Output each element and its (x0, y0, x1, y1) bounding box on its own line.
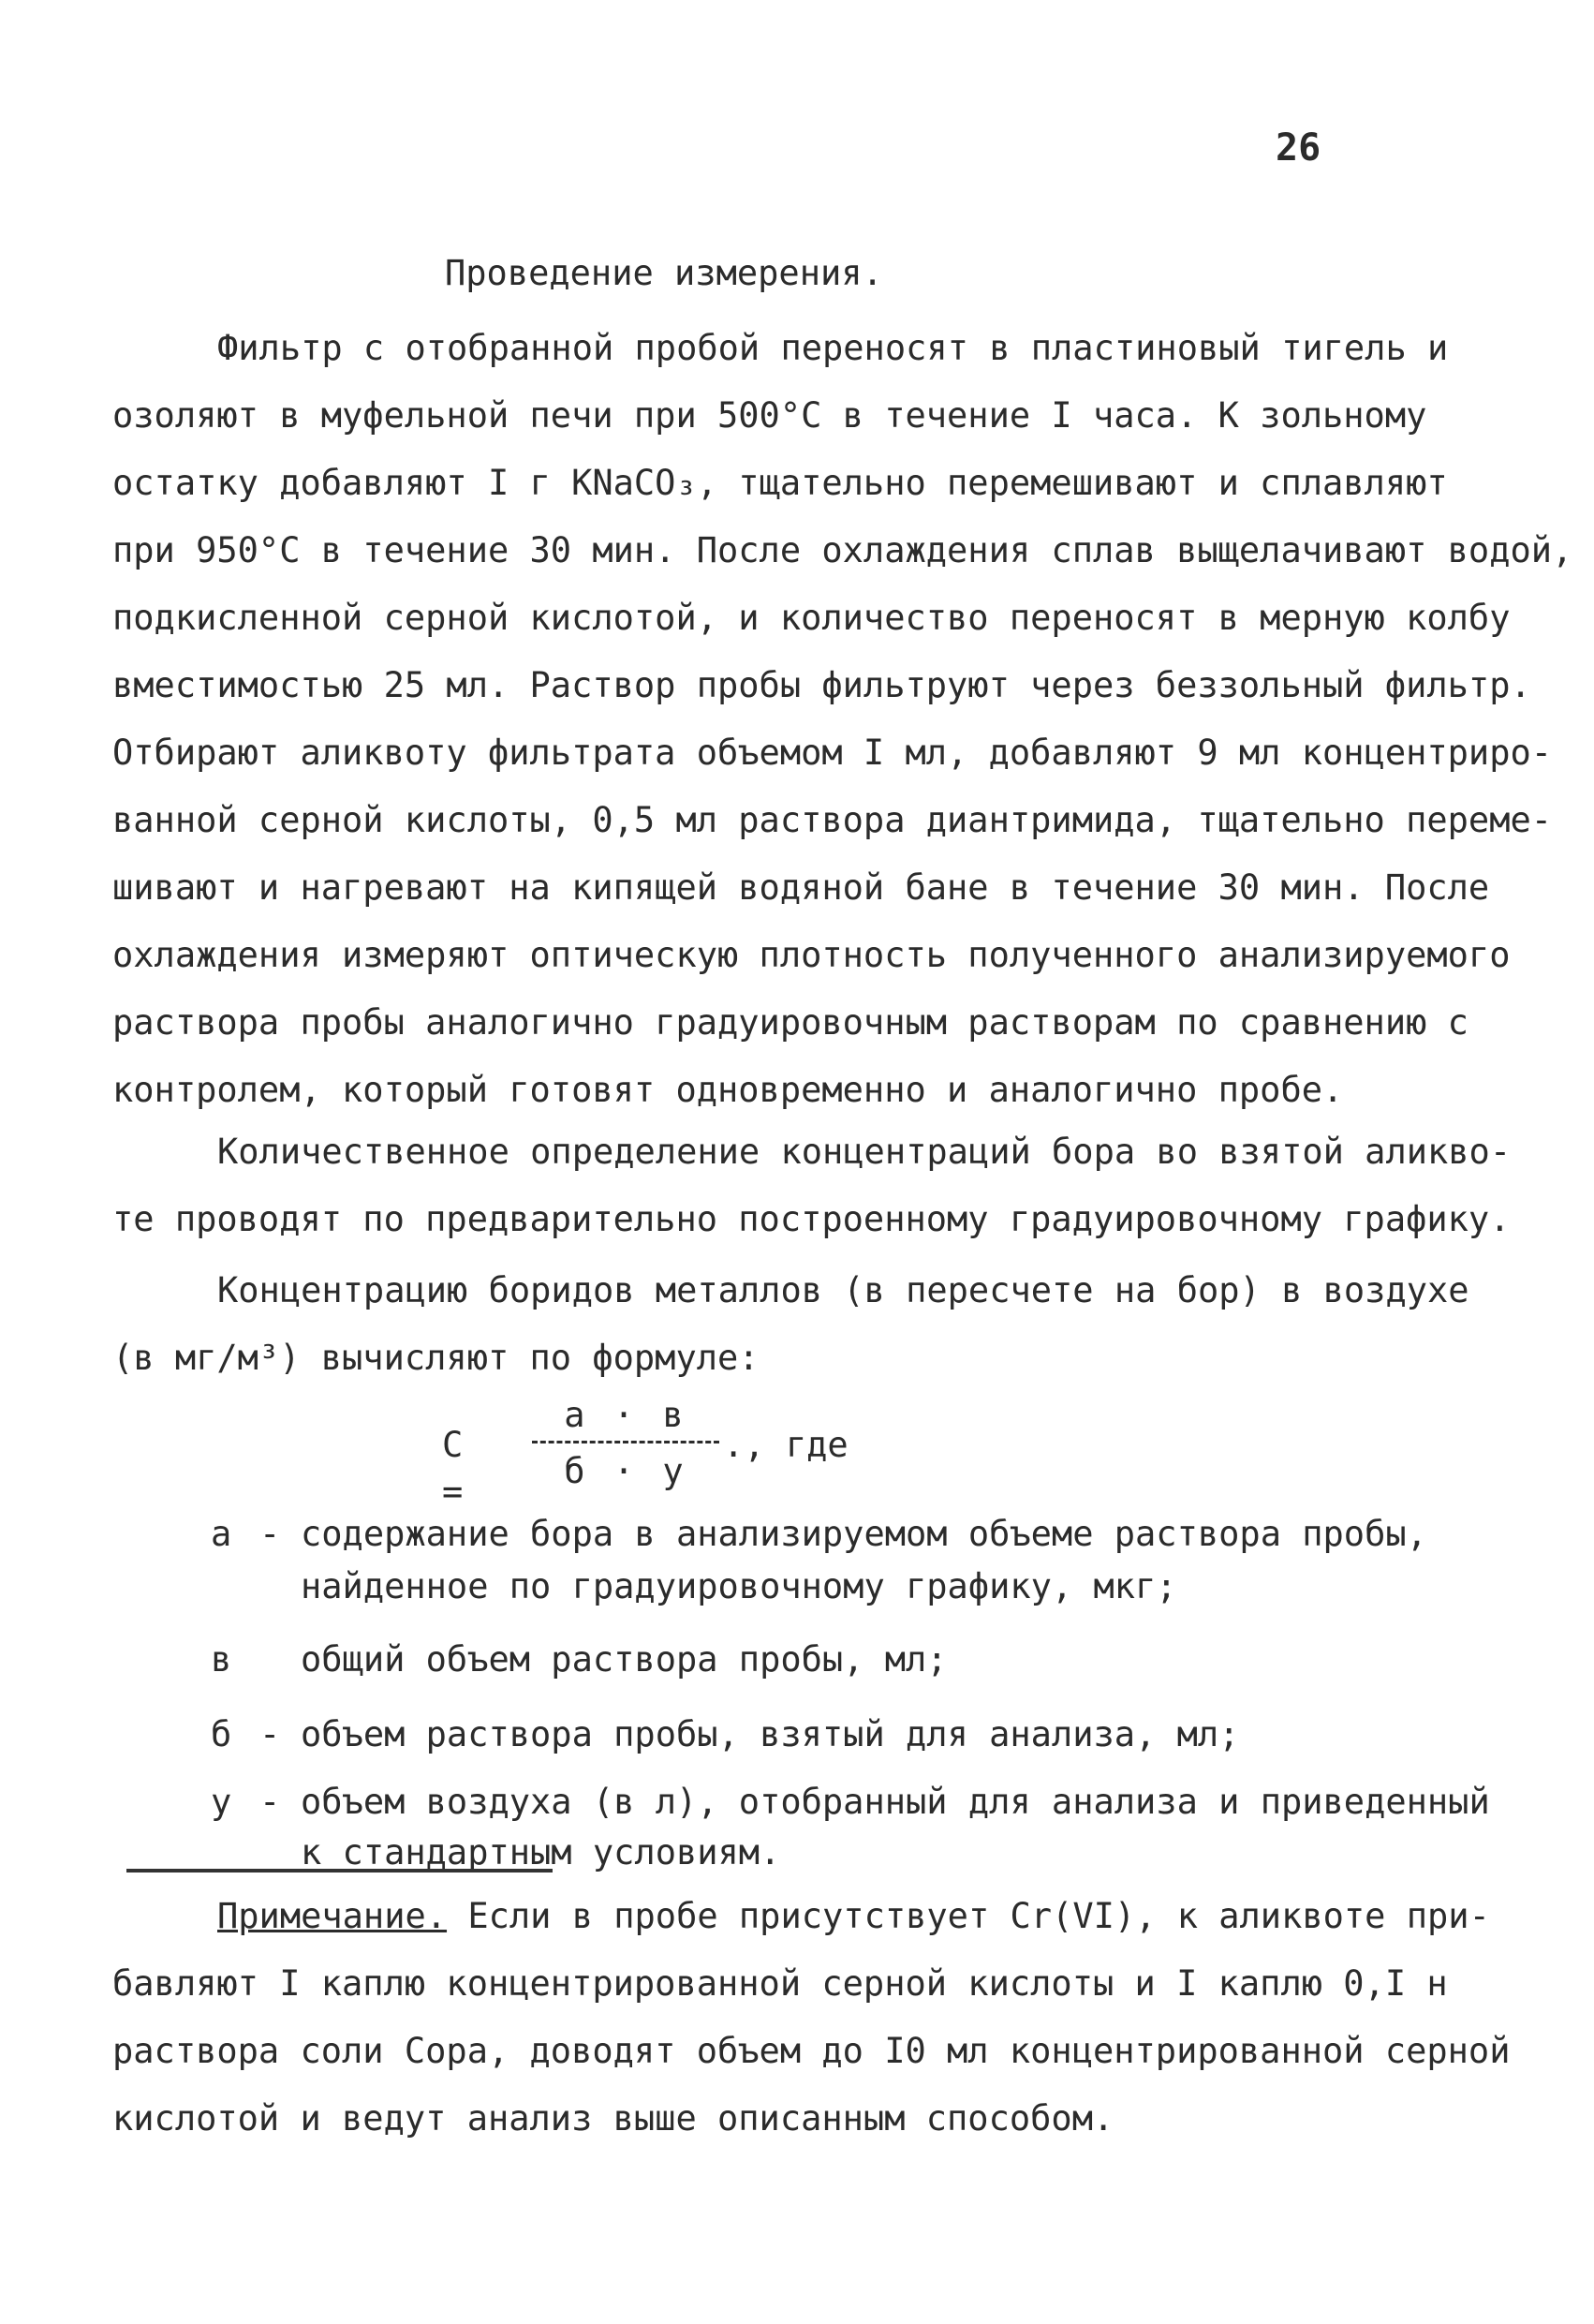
note-text: Если в пробе присутствует Cr(VI), к аликвоте при- (447, 1896, 1490, 1936)
definition-text: содержание бора в анализируемом объеме раствора пробы, (301, 1514, 1427, 1554)
paragraph-line: подкисленной серной кислотой, и количество переносят в мерную колбу (112, 598, 1511, 638)
quantification-paragraph (112, 1118, 1512, 1253)
measurement-paragraph (112, 315, 1573, 1124)
paragraph-line: озоляют в муфельной печи при 500°С в течение I часа. К зольному (112, 395, 1427, 436)
paragraph-line: охлаждения измеряют оптическую плотность полученного анализируемого (112, 935, 1511, 975)
definition-symbol: б (211, 1714, 232, 1754)
definition-dash: - (259, 1782, 281, 1822)
paragraph-line: раствора пробы аналогично градуировочным растворам по сравнению с (112, 1002, 1469, 1043)
paragraph-line: Фильтр с отобранной пробой переносят в пластиновый тигель и (217, 328, 1449, 368)
section-heading: Проведение измерения. (445, 253, 883, 293)
paragraph-line: (в мг/м³) вычисляют по формуле: (112, 1338, 760, 1378)
definition-text: объем раствора пробы, взятый для анализа, мл; (301, 1714, 1240, 1754)
paragraph-line: Концентрацию боридов металлов (в пересчете на бор) в воздухе (217, 1270, 1469, 1310)
note-first-line (112, 1883, 1498, 1950)
paragraph-line: вместимостью 25 мл. Раствор пробы фильтруют через беззольный фильтр. (112, 665, 1531, 705)
note-paragraph (112, 1883, 1511, 2153)
paragraph-line: те проводят по предварительно построенному градуировочному графику. (112, 1199, 1511, 1239)
definition-dash: - (259, 1714, 281, 1754)
formula-numerator: а · в (564, 1395, 687, 1435)
definition-symbol: а (211, 1514, 232, 1554)
formula-lhs: С = (442, 1425, 464, 1512)
definition-text: общий объем раствора пробы, мл; (301, 1639, 948, 1680)
paragraph-line: Количественное определение концентраций бора во взятой аликво- (217, 1132, 1512, 1172)
note-label: Примечание. (217, 1896, 448, 1936)
definition-symbol: у (211, 1782, 232, 1822)
paragraph-line: при 950°С в течение 30 мин. После охлаждения сплав выщелачивают водой, (112, 530, 1573, 570)
definition-text: найденное по градуировочному графику, мкг; (301, 1566, 1177, 1606)
paragraph-line: шивают и нагревают на кипящей водяной бане в течение 30 мин. После (112, 867, 1490, 908)
paragraph-line: ванной серной кислоты, 0,5 мл раствора диантримида, тщательно переме- (112, 800, 1553, 840)
note-line: раствора соли Сора, доводят объем до I0 мл концентрированной серной (112, 2031, 1511, 2071)
definition-symbol: в (211, 1639, 232, 1680)
definition-text: к стандартным условиям. (301, 1832, 781, 1873)
definition-dash: - (259, 1514, 281, 1554)
note-line: кислотой и ведут анализ выше описанным способом. (112, 2098, 1114, 2139)
paragraph-line: Отбирают аликвоту фильтрата объемом I мл, добавляют 9 мл концентриро- (112, 733, 1553, 773)
formula-denominator: б · у (564, 1451, 687, 1491)
paragraph-line: остатку добавляют I г KNaCO₃, тщательно перемешивают и сплавляют (112, 463, 1448, 503)
formula-intro-paragraph (112, 1257, 1498, 1392)
footnote-separator (126, 1869, 553, 1873)
paragraph-line: контролем, который готовят одновременно и аналогично пробе. (112, 1070, 1344, 1110)
page-number: 26 (1276, 126, 1321, 170)
formula-tail: ., где (723, 1425, 849, 1465)
definition-text: объем воздуха (в л), отобранный для анализа и приведенный (301, 1782, 1490, 1822)
fraction-bar (532, 1441, 719, 1443)
note-line: бавляют I каплю концентрированной серной кислоты и I каплю 0,I н (112, 1963, 1448, 2004)
